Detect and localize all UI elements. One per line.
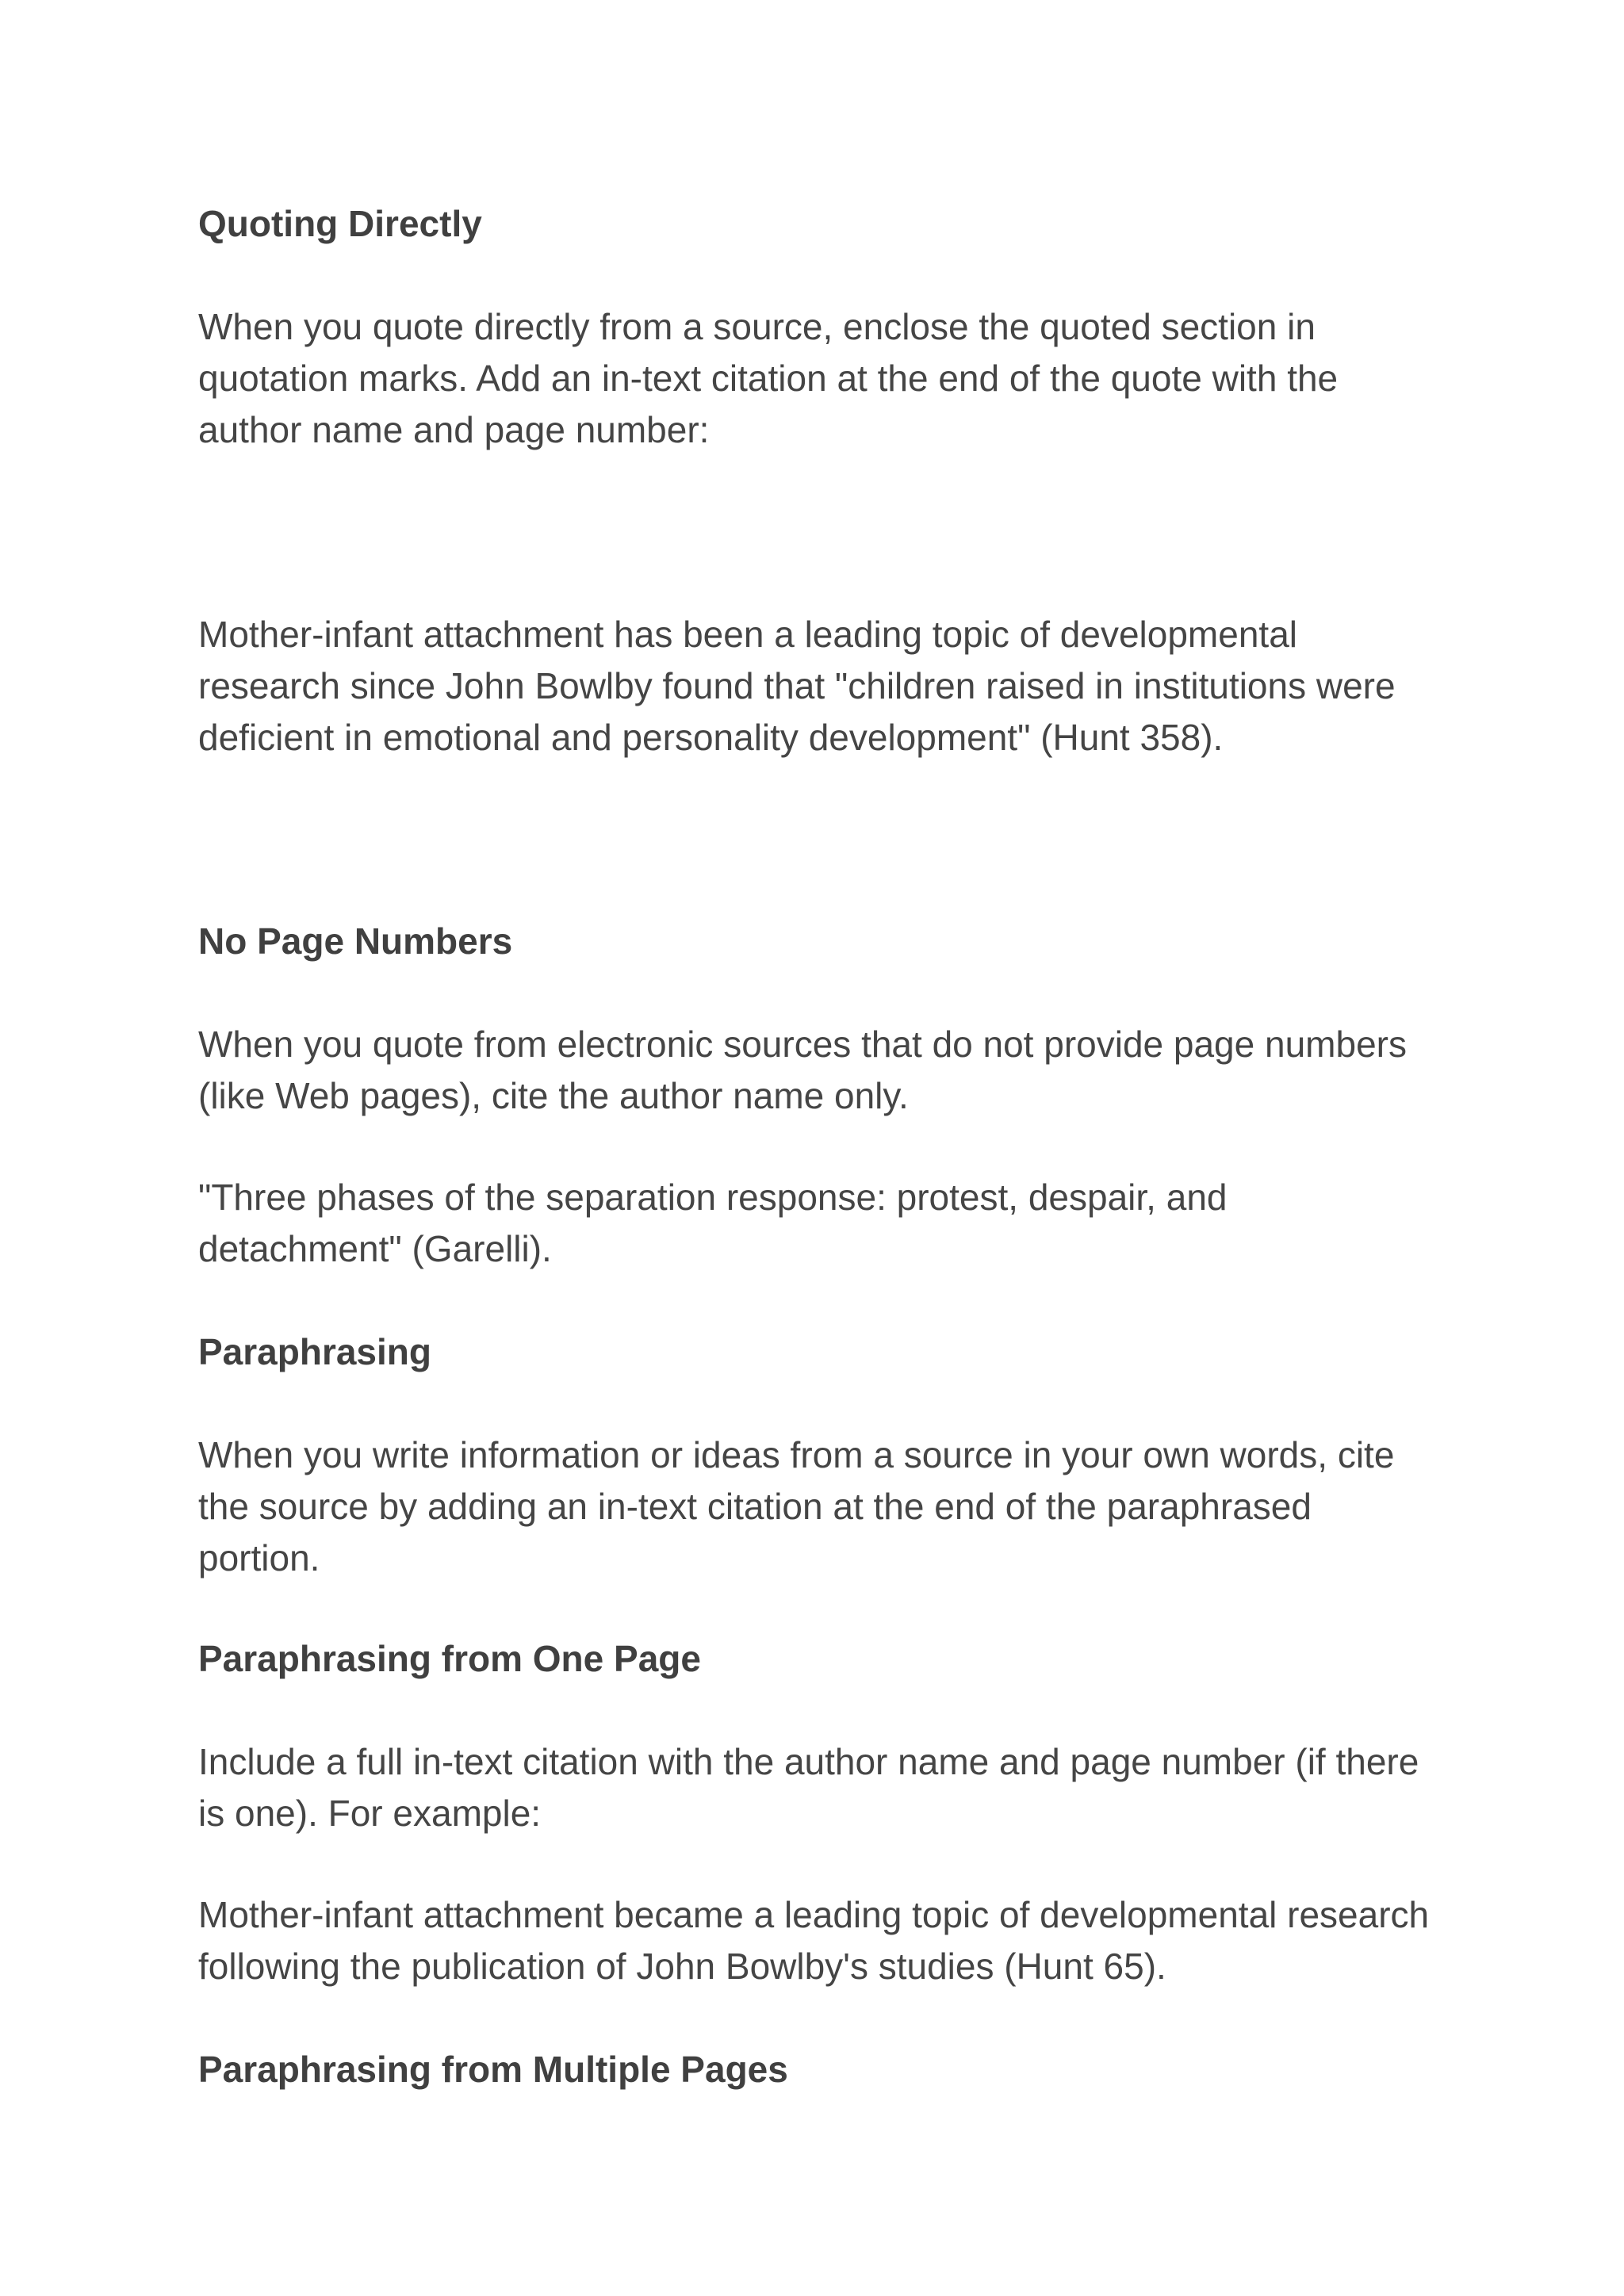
paragraph-paraphrasing-one-page-example: Mother-infant attachment became a leading topic of developmental research following the publication of John Bowlby's studies (Hunt 65). [198,1894,1430,1987]
paragraph-quoting-directly-intro: When you quote directly from a source, enclose the quoted section in quotation marks. Add an in-text citation at the end of the quote with the author name and page number: [198,306,1339,450]
heading-no-page-numbers: No Page Numbers [198,920,513,962]
paragraph-paraphrasing-intro: When you write information or ideas from a source in your own words, cite the source by adding an in-text citation at the end of the paraphrased portion. [198,1434,1395,1578]
paragraph-paraphrasing-one-page-intro: Include a full in-text citation with the author name and page number (if there is one). For example: [198,1741,1419,1834]
paragraph-no-page-numbers-example: "Three phases of the separation response: protest, despair, and detachment" (Garelli). [198,1177,1228,1269]
heading-paraphrasing-one-page: Paraphrasing from One Page [198,1638,701,1679]
heading-paraphrasing-multiple-pages: Paraphrasing from Multiple Pages [198,2049,788,2090]
paragraph-no-page-numbers-intro: When you quote from electronic sources that do not provide page numbers (like Web pages), cite the author name only. [198,1024,1407,1116]
heading-paraphrasing: Paraphrasing [198,1331,431,1372]
paragraph-quoting-directly-example: Mother-infant attachment has been a leading topic of developmental research since John Bowlby found that "children raised in institutions were deficient in emotional and personality development" (Hunt 358). [198,614,1396,758]
heading-quoting-directly: Quoting Directly [198,203,482,244]
